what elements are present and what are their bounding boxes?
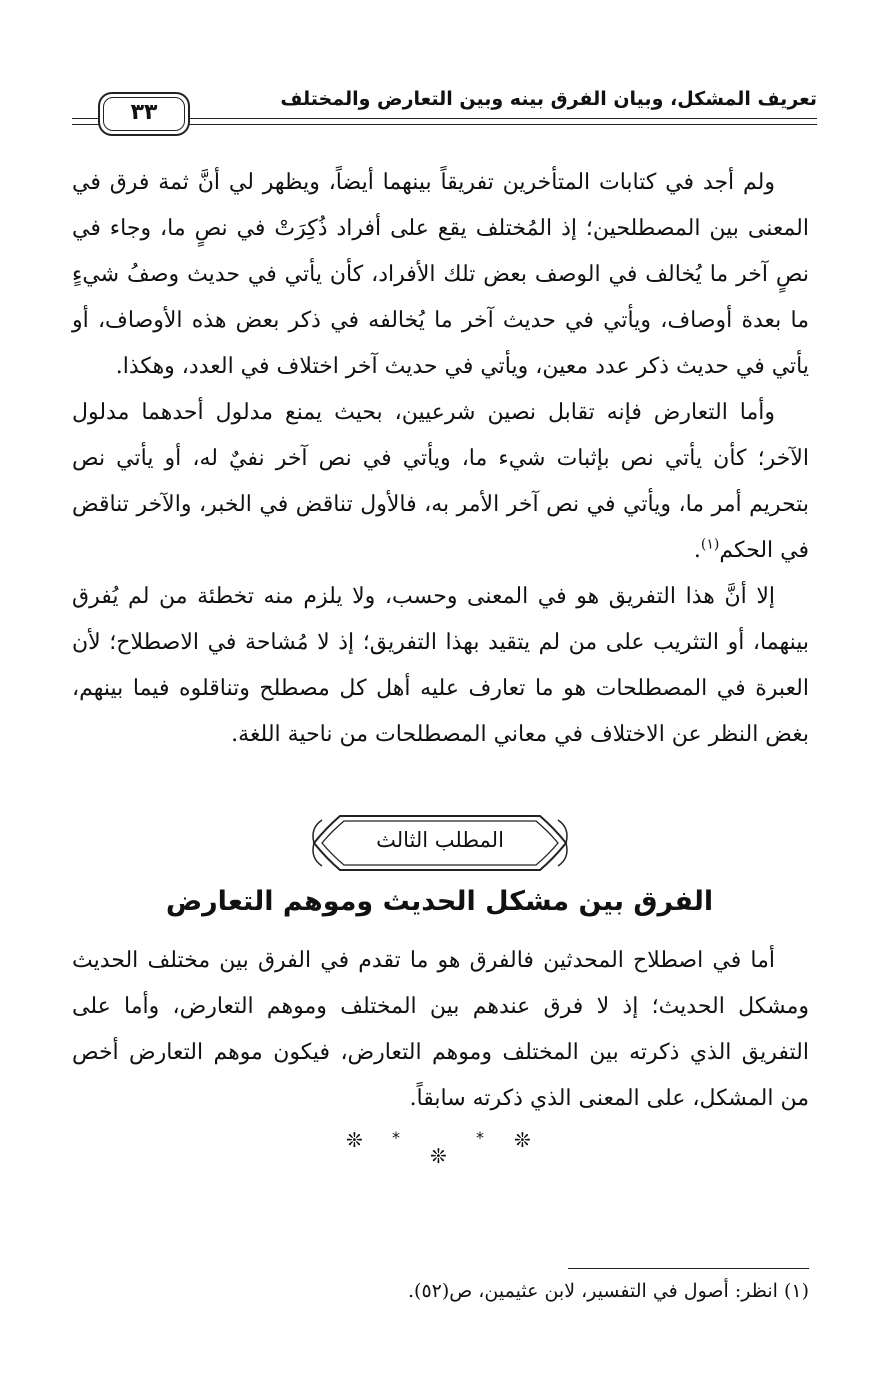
separator-star: ❊ (346, 1128, 363, 1152)
section-heading: الفرق بين مشكل الحديث وموهم التعارض (165, 886, 714, 917)
separator-star: ❊ (430, 1144, 447, 1168)
footnote: (١) انظر: أصول في التفسير، لابن عثيمين، ص(٥٢). (408, 1280, 809, 1302)
section-separator (330, 1128, 550, 1168)
section-text-block (72, 938, 809, 1122)
page-number: ٣٣ (130, 100, 158, 125)
footnote-rule (568, 1268, 809, 1269)
paragraph-2-text: وأما التعارض فإنه تقابل نصين شرعيين، بحيث يمنع مدلول أحدهما مدلول الآخر؛ كأن يأتي نص بإثبات شيء ما، ويأتي في نص آخر نفيٌ له، أو يأتي نص بتحريم أمر ما، ويأتي في نص آخر الأمر به، فالأول تناقض في الخبر، والآخر تناقض في الحكم (72, 400, 809, 563)
paragraph-1: ولم أجد في كتابات المتأخرين تفريقاً بينهما أيضاً، ويظهر لي أنَّ ثمة فرق في المعنى بين المصطلحين؛ إذ المُختلف يقع على أفراد ذُكِرَتْ في نصٍ ما، وجاء في نصٍ آخر ما يُخالف في الوصف بعض تلك الأفراد، كأن يأتي في حديث وصفُ شيءٍ ما بعدة أوصاف، ويأتي في حديث آخر ما يُخالفه في ذكر بعض هذه الأوصاف، أو يأتي في حديث ذكر عدد معين، ويأتي في حديث آخر اختلاف في العدد، وهكذا. (72, 170, 809, 379)
running-title: تعريف المشكل، وبيان الفرق بينه وبين التعارض والمختلف (280, 88, 817, 110)
paragraph-2 (72, 390, 809, 574)
paragraph-2-end: . (693, 538, 701, 563)
separator-star: * (392, 1128, 400, 1147)
main-text-block (72, 160, 809, 758)
section-banner-label: المطلب الثالث (376, 828, 504, 852)
separator-star: ❊ (514, 1128, 531, 1152)
separator-star: * (476, 1128, 484, 1147)
footnote-reference: (١) (700, 536, 720, 553)
section-banner (308, 808, 572, 878)
section-paragraph: أما في اصطلاح المحدثين فالفرق هو ما تقدم في الفرق بين مختلف الحديث ومشكل الحديث؛ إذ لا فرق عندهم بين المختلف وموهم التعارض، وأما على التفريق الذي ذكرته بين المختلف وموهم التعارض، فيكون موهم التعارض أخص من المشكل، على المعنى الذي ذكرته سابقاً. (72, 948, 809, 1111)
page-number-frame (98, 92, 190, 136)
paragraph-3: إلا أنَّ هذا التفريق هو في المعنى وحسب، ولا يلزم منه تخطئة من لم يُفرق بينهما، أو التثريب على من لم يتقيد بهذا التفريق؛ إذ لا مُشاحة في الاصطلاح؛ لأن العبرة في المصطلحات هو ما تعارف عليه أهل كل مصطلح وتناقلوه فيما بينهم، بغض النظر عن الاختلاف في معاني المصطلحات من ناحية اللغة. (72, 584, 809, 747)
